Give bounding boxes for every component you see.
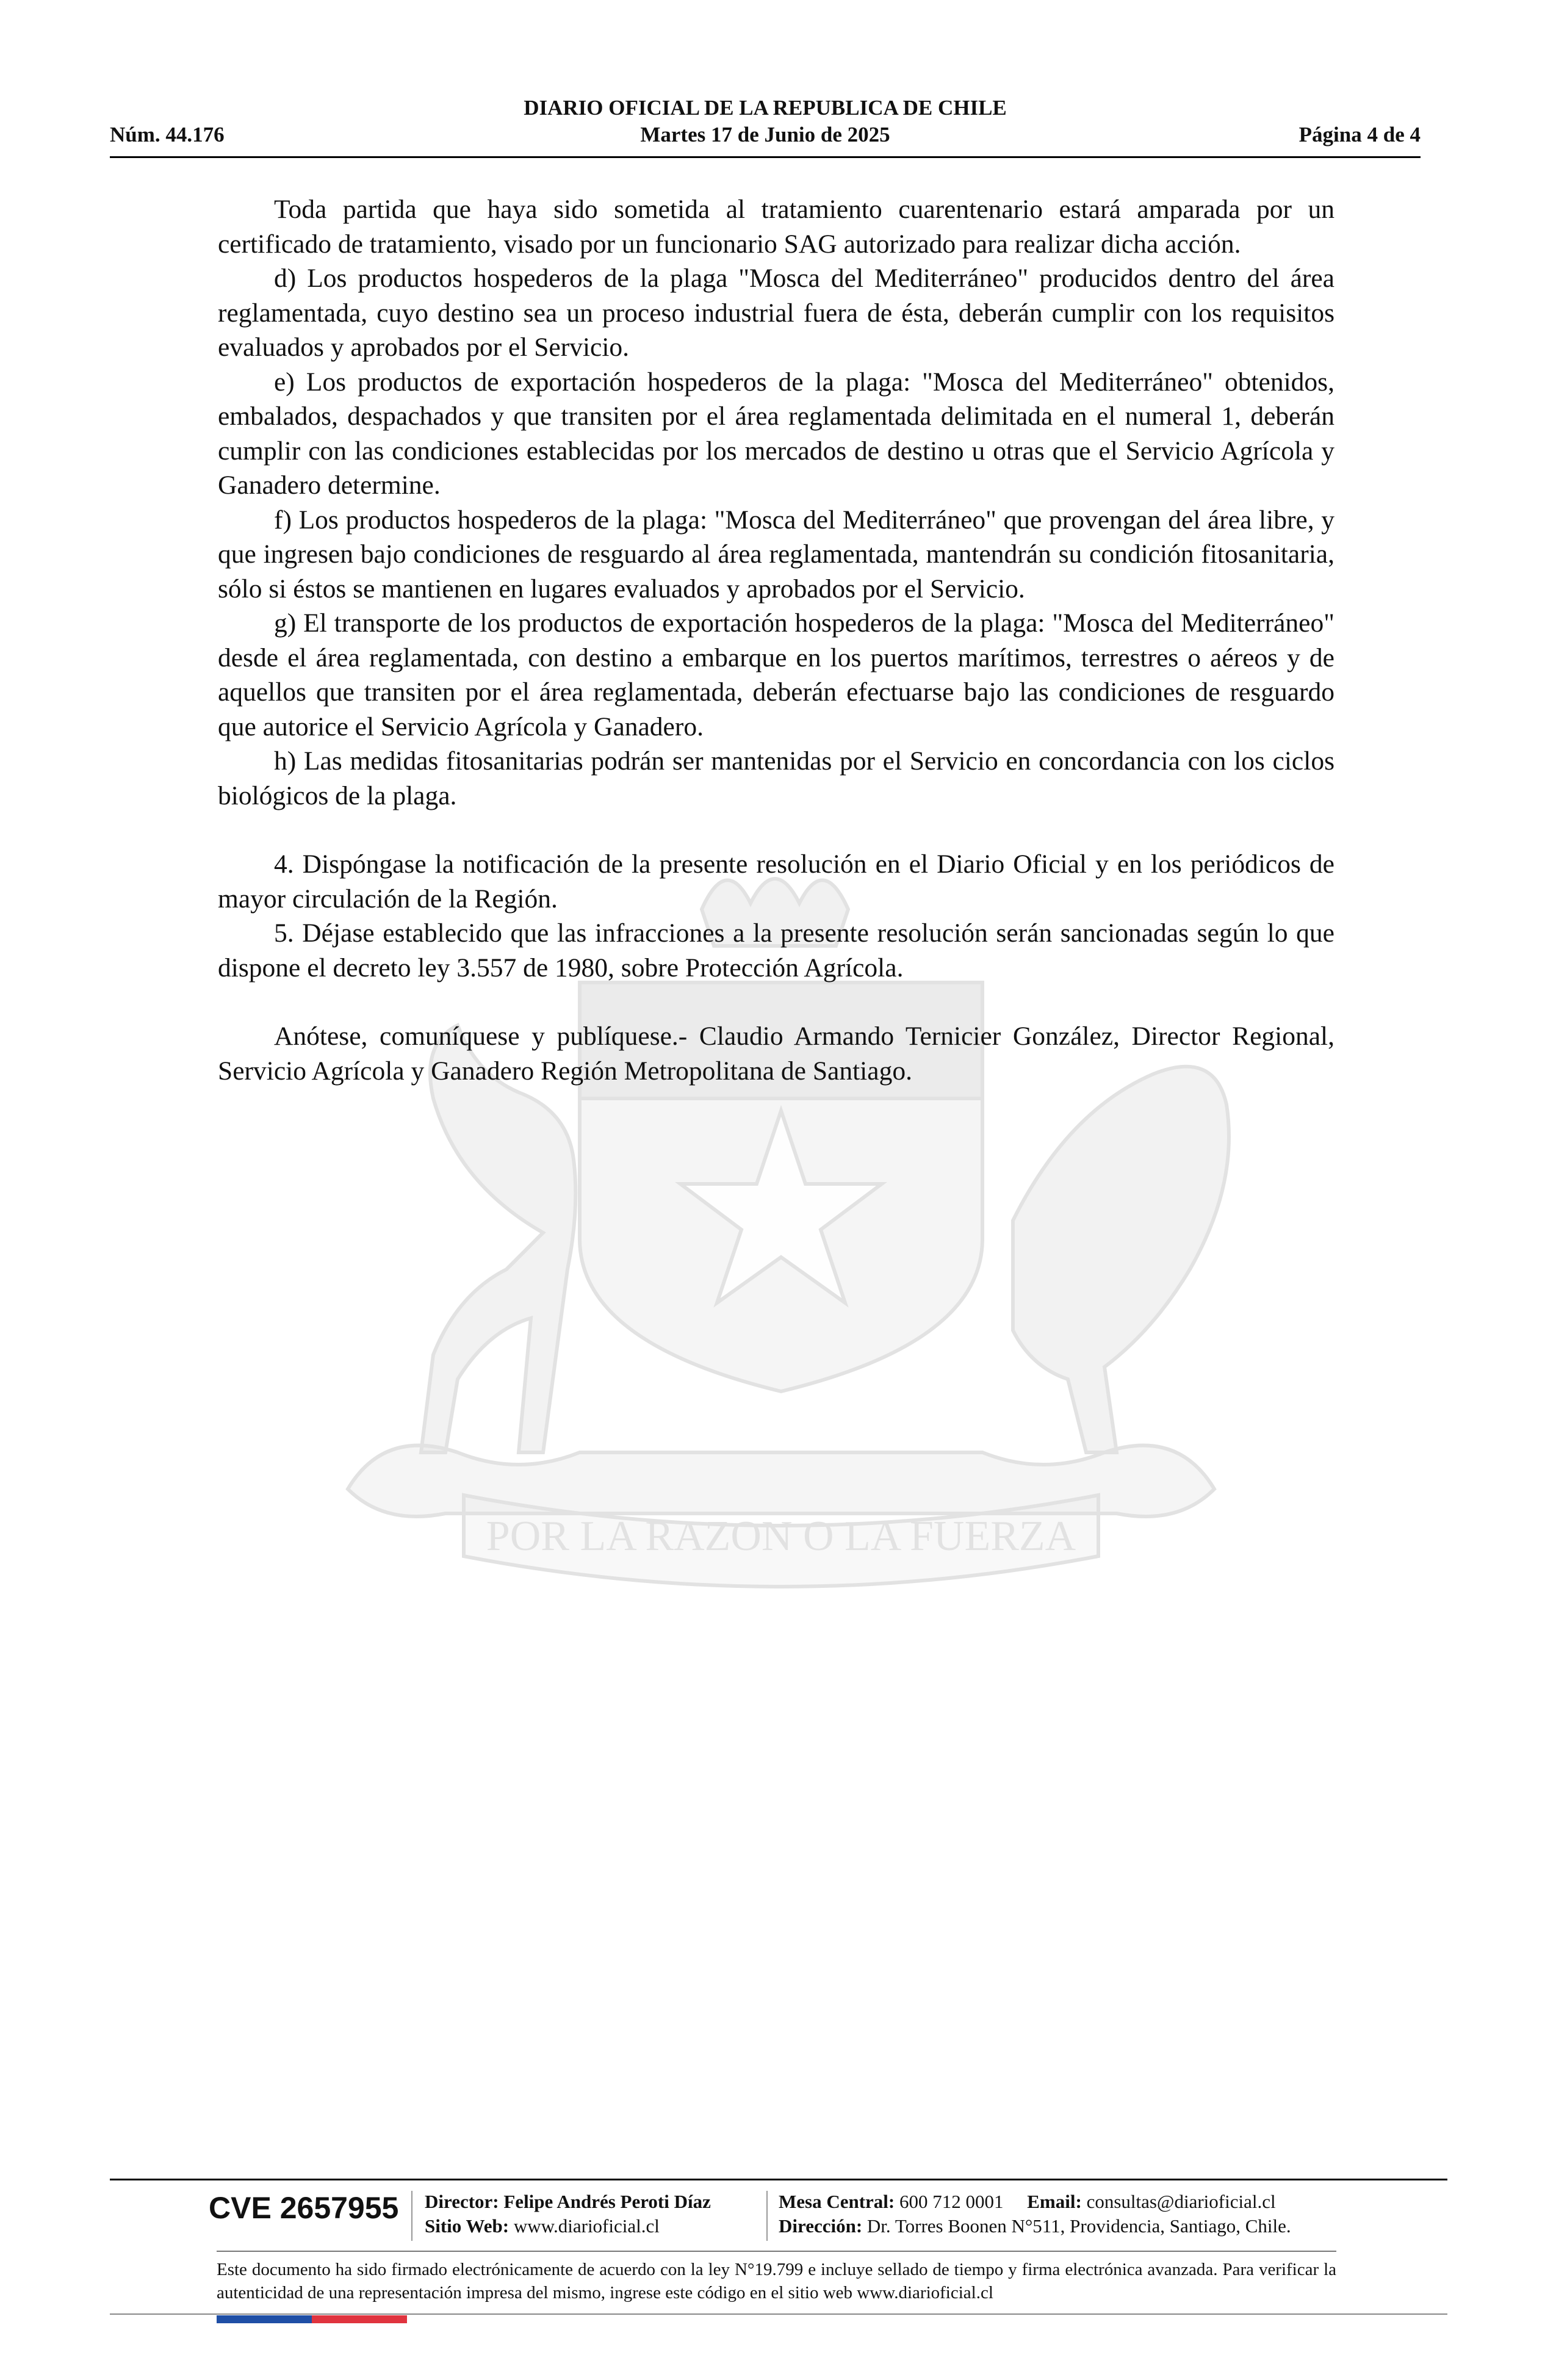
watermark-motto: POR LA RAZON O LA FUERZA bbox=[486, 1513, 1076, 1560]
email-label: Email: bbox=[1027, 2191, 1082, 2212]
paragraph-4: 4. Dispóngase la notificación de la presente resolución en el Diario Oficial y en los periódicos de mayor circulación de la Región. bbox=[218, 849, 1334, 914]
flag-red-segment bbox=[312, 2315, 407, 2323]
paragraph-5: 5. Déjase establecido que las infracciones a la presente resolución serán sancionadas según lo que dispone el decreto ley 3.557 de 1980, sobre Protección Agrícola. bbox=[218, 918, 1334, 983]
issue-number: Núm. 44.176 bbox=[110, 123, 225, 146]
paragraph-d: d) Los productos hospederos de la plaga "Mosca del Mediterráneo" producidos dentro del área reglamentada, cuyo destino sea un proceso industrial fuera de ésta, deberán cumplir con los requisitos evaluados y aprobados por el Servicio. bbox=[218, 264, 1334, 362]
document-body bbox=[218, 192, 1334, 1088]
closing-signature: Anótese, comuníquese y publíquese.- Claudio Armando Ternicier González, Director Regional, Servicio Agrícola y Ganadero Región Metropolitana de Santiago. bbox=[218, 1022, 1334, 1086]
paragraph-g: g) El transporte de los productos de exportación hospederos de la plaga: "Mosca del Mediterráneo" desde el área reglamentada, con destino a embarque en los puertos marítimos, terrestres o aéreos y de aquellos que transiten por el área reglamentada, deberán efectuarse bajo las condiciones de resguardo que autorice el Servicio Agrícola y Ganadero. bbox=[218, 608, 1334, 741]
page-header bbox=[110, 95, 1421, 156]
footer-contact-block bbox=[779, 2190, 1291, 2238]
paragraph-e: e) Los productos de exportación hospederos de la plaga: "Mosca del Mediterráneo" obtenidos, embalados, despachados y que transiten por el área reglamentada delimitada en el numeral 1, deberán cumplir con las condiciones establecidas por los mercados de destino u otras que el Servicio Agrícola y Ganadero determine. bbox=[218, 367, 1334, 500]
phone-value: 600 712 0001 bbox=[899, 2191, 1004, 2212]
footer-top-divider bbox=[110, 2179, 1447, 2180]
website-label: Sitio Web: bbox=[425, 2215, 510, 2237]
paragraph-h: h) Las medidas fitosanitarias podrán ser mantenidas por el Servicio en concordancia con los ciclos biológicos de la plaga. bbox=[218, 746, 1334, 810]
flag-color-bar bbox=[217, 2315, 407, 2323]
director-name: Felipe Andrés Peroti Díaz bbox=[503, 2191, 711, 2212]
footer-mid-divider bbox=[217, 2251, 1336, 2252]
issue-date: Martes 17 de Junio de 2025 bbox=[640, 123, 890, 146]
cve-code: CVE 2657955 bbox=[209, 2191, 399, 2225]
footer-separator bbox=[411, 2191, 412, 2241]
newspaper-title: DIARIO OFICIAL DE LA REPUBLICA DE CHILE bbox=[524, 96, 1007, 120]
flag-blue-segment bbox=[217, 2315, 312, 2323]
footer-separator bbox=[766, 2191, 768, 2241]
phone-label: Mesa Central: bbox=[779, 2191, 895, 2212]
address-value: Dr. Torres Boonen N°511, Providencia, Santiago, Chile. bbox=[866, 2215, 1291, 2237]
footer-bottom-divider bbox=[110, 2313, 1447, 2315]
address-label: Dirección: bbox=[779, 2215, 863, 2237]
website-link[interactable]: www.diarioficial.cl bbox=[513, 2215, 660, 2237]
header-divider bbox=[110, 156, 1421, 158]
page-number: Página 4 de 4 bbox=[1298, 123, 1421, 146]
email-link[interactable]: consultas@diarioficial.cl bbox=[1086, 2191, 1276, 2212]
paragraph-f: f) Los productos hospederos de la plaga: "Mosca del Mediterráneo" que provengan del área libre, y que ingresen bajo condiciones de resguardo al área reglamentada, mantendrán su condición fitosanitaria, sólo si éstos se mantienen en lugares evaluados y aprobados por el Servicio. bbox=[218, 505, 1334, 604]
director-label: Director: bbox=[425, 2191, 499, 2212]
paragraph-quarantine: Toda partida que haya sido sometida al tratamiento cuarentenario estará amparada por un certificado de tratamiento, visado por un funcionario SAG autorizado para realizar dicha acción. bbox=[218, 195, 1334, 259]
signature-disclaimer: Este documento ha sido firmado electrónicamente de acuerdo con la ley N°19.799 e incluye sellado de tiempo y firma electrónica avanzada. Para verificar la autenticidad de una representación impresa del mismo, ingrese este código en el sitio web www.diarioficial.cl bbox=[217, 2260, 1336, 2302]
footer-director-block bbox=[425, 2190, 711, 2238]
